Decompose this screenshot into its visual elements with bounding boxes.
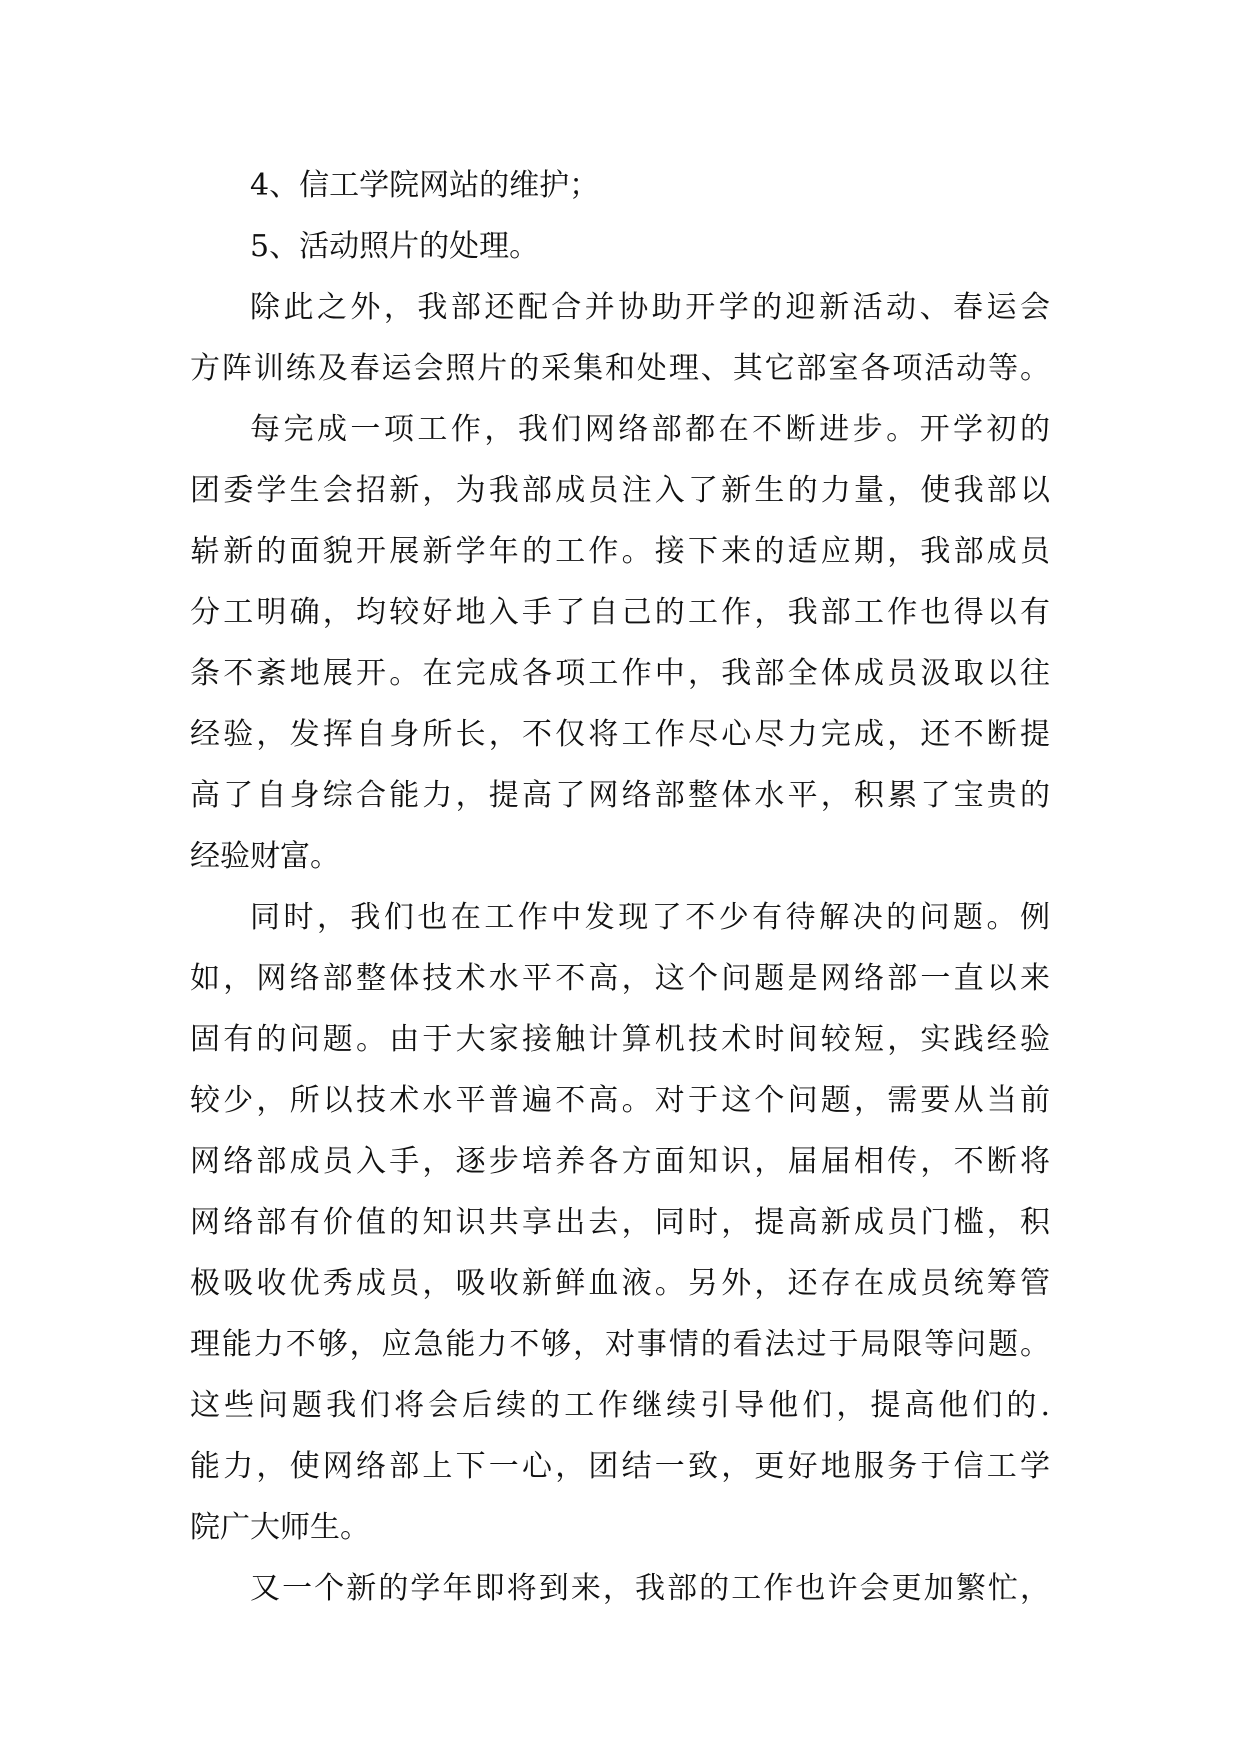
- paragraph-line: 网络部成员入手，逐步培养各方面知识，届届相传，不断将: [190, 1144, 1050, 1179]
- paragraph-line: 如，网络部整体技术水平不高，这个问题是网络部一直以来: [190, 961, 1050, 996]
- paragraph-line: 除此之外，我部还配合并协助开学的迎新活动、春运会: [250, 290, 1050, 325]
- paragraph-line: 条不紊地展开。在完成各项工作中，我部全体成员汲取以往: [190, 656, 1050, 691]
- paragraph-line: 能力，使网络部上下一心，团结一致，更好地服务于信工学: [190, 1449, 1050, 1484]
- paragraph-line-end: 院广大师生。: [190, 1510, 370, 1545]
- paragraph-line: 网络部有价值的知识共享出去，同时，提高新成员门槛，积: [190, 1205, 1050, 1240]
- list-item-website-maintenance: 4、信工学院网站的维护；: [250, 168, 600, 203]
- paragraph-line: 极吸收优秀成员，吸收新鲜血液。另外，还存在成员统筹管: [190, 1266, 1050, 1301]
- list-item-photo-processing: 5、活动照片的处理。: [250, 229, 540, 264]
- paragraph-line: 每完成一项工作，我们网络部都在不断进步。开学初的: [250, 412, 1050, 447]
- paragraph-line: 高了自身综合能力，提高了网络部整体水平，积累了宝贵的: [190, 778, 1050, 813]
- paragraph-line: 这些问题我们将会后续的工作继续引导他们，提高他们的.: [190, 1388, 1050, 1423]
- paragraph-line: 分工明确，均较好地入手了自己的工作，我部工作也得以有: [190, 595, 1050, 630]
- paragraph-line: 理能力不够，应急能力不够，对事情的看法过于局限等问题。: [190, 1327, 1050, 1362]
- paragraph-line: 较少，所以技术水平普遍不高。对于这个问题，需要从当前: [190, 1083, 1050, 1118]
- paragraph-line: 团委学生会招新，为我部成员注入了新生的力量，使我部以: [190, 473, 1050, 508]
- paragraph-line: 崭新的面貌开展新学年的工作。接下来的适应期，我部成员: [190, 534, 1050, 569]
- paragraph-line-end: 经验财富。: [190, 839, 340, 874]
- paragraph-line: 又一个新的学年即将到来，我部的工作也许会更加繁忙，: [250, 1571, 1050, 1606]
- document-body: [190, 155, 1050, 1619]
- paragraph-line: 方阵训练及春运会照片的采集和处理、其它部室各项活动等。: [190, 351, 1050, 386]
- paragraph-line: 经验，发挥自身所长，不仅将工作尽心尽力完成，还不断提: [190, 717, 1050, 752]
- paragraph-line: 固有的问题。由于大家接触计算机技术时间较短，实践经验: [190, 1022, 1050, 1057]
- paragraph-line: 同时，我们也在工作中发现了不少有待解决的问题。例: [250, 900, 1050, 935]
